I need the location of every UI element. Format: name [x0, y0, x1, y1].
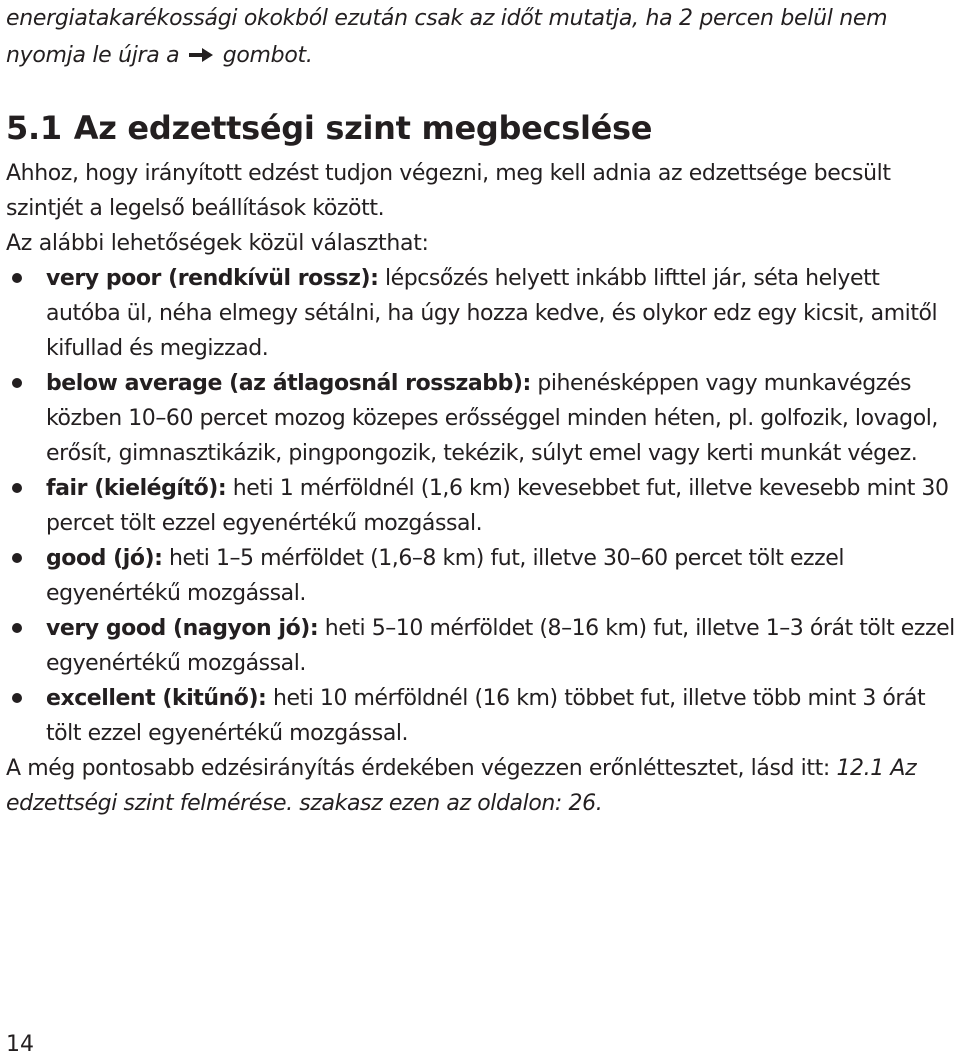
section-heading [6, 108, 956, 148]
fitness-level-list [6, 261, 956, 751]
level-description: heti 10 mérföldnél (16 km) többet fut, illetve több mint 3 órát tölt ezzel egyenértékű mozgással. [46, 686, 926, 746]
bullet-icon [12, 483, 22, 493]
section-paragraph: Ahhoz, hogy irányított edzést tudjon végezni, meg kell adnia az edzettsége becsült szintjét a legelső beállítások között. [6, 161, 891, 221]
level-description: heti 1–5 mérföldet (1,6–8 km) fut, illetve 30–60 percet tölt ezzel egyenértékű mozgással. [46, 546, 844, 606]
bullet-icon [12, 273, 22, 283]
closing-text: A még pontosabb edzésirányítás érdekében végezzen erőnléttesztet, lásd itt: [6, 756, 837, 781]
cross-reference-link[interactable]: 12.1 Az edzettségi szint felmérése. szakasz ezen az oldalon: 26. [6, 756, 917, 816]
list-item [6, 471, 956, 541]
right-arrow-icon [188, 38, 214, 54]
document-page [6, 0, 956, 821]
level-term: fair (kielégítő): [46, 476, 227, 501]
list-item [6, 541, 956, 611]
section-title: Az edzettségi szint megbecslése [73, 109, 653, 147]
intro-text-after: gombot. [216, 43, 313, 68]
level-term: very poor (rendkívül rossz): [46, 266, 379, 291]
level-term: good (jó): [46, 546, 163, 571]
list-item [6, 261, 956, 366]
list-item [6, 611, 956, 681]
level-term: very good (nagyon jó): [46, 616, 319, 641]
level-description: heti 5–10 mérföldet (8–16 km) fut, illetve 1–3 órát tölt ezzel egyenértékű mozgással. [46, 616, 955, 676]
intro-text-before: energiatakarékossági okokból ezután csak az időt mutatja, ha 2 percen belül nem nyomja le újra a [6, 6, 888, 68]
intro-paragraph [6, 0, 956, 74]
level-description: pihenésképpen vagy munkavégzés közben 10–60 percet mozog közepes erősséggel minden héten, pl. golfozik, lovagol, erősít, gimnasztikázik, pingpongozik, tekézik, súlyt emel vagy kerti munkát végez. [46, 371, 938, 466]
level-term: excellent (kitűnő): [46, 686, 267, 711]
list-item [6, 681, 956, 751]
level-description: heti 1 mérföldnél (1,6 km) kevesebbet fut, illetve kevesebb mint 30 percet tölt ezzel egyenértékű mozgással. [46, 476, 949, 536]
level-description: lépcsőzés helyett inkább lifttel jár, séta helyett autóba ül, néha elmegy sétálni, ha úgy hozza kedve, és olykor edz egy kicsit, amitől kifullad és megizzad. [46, 266, 938, 361]
bullet-icon [12, 378, 22, 388]
section-number: 5.1 [6, 109, 62, 147]
page-number: 14 [6, 1032, 34, 1057]
bullet-icon [12, 623, 22, 633]
options-intro: Az alábbi lehetőségek közül választhat: [6, 231, 429, 256]
bullet-icon [12, 693, 22, 703]
bullet-icon [12, 553, 22, 563]
closing-paragraph [6, 751, 956, 821]
level-term: below average (az átlagosnál rosszabb): [46, 371, 531, 396]
list-item [6, 366, 956, 471]
